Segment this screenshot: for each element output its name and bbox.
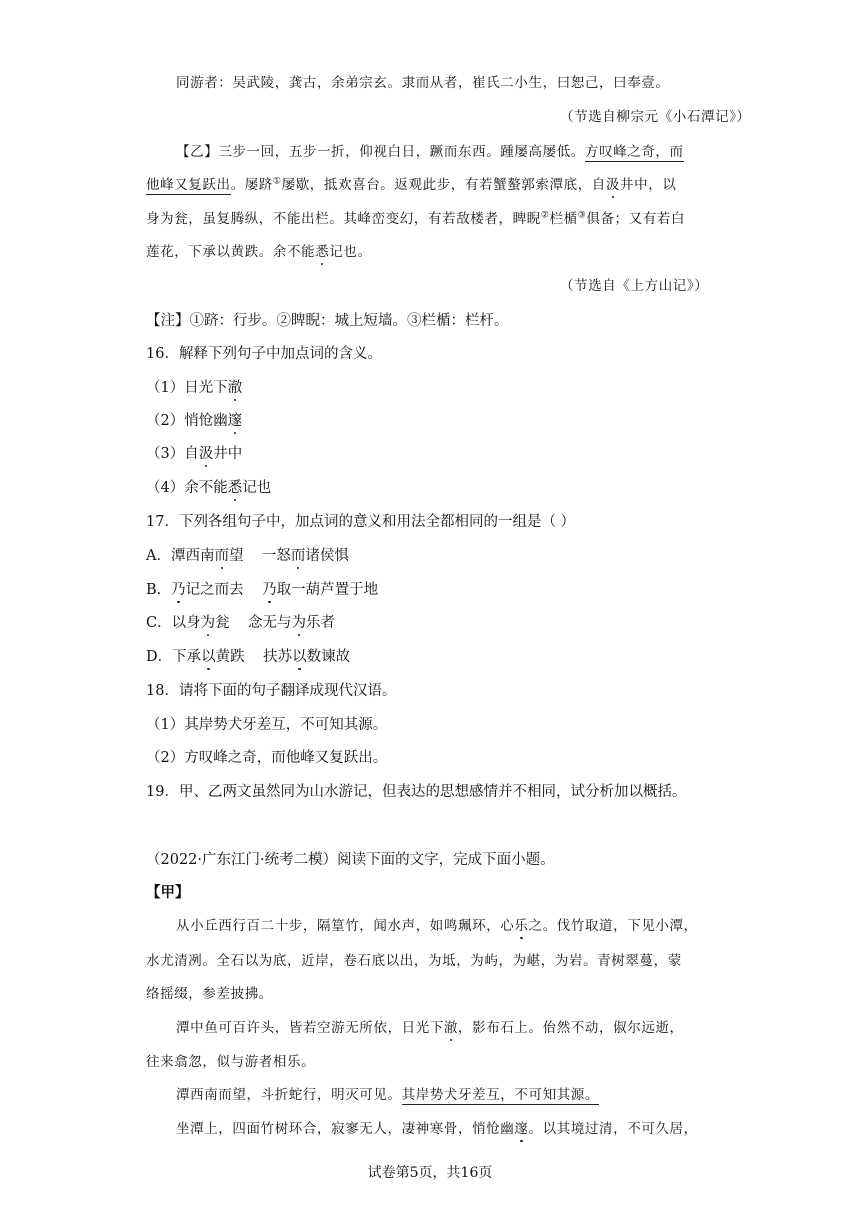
dotted-word: 澈: [443, 1020, 459, 1036]
passage-jia-label: 【甲】: [146, 884, 190, 901]
dotted-word: 邃: [514, 1121, 529, 1137]
underlined-sentence: 方叹峰之奇，而: [584, 144, 684, 160]
q18-item-1: （1）其岸势犬牙差互，不可知其源。: [146, 717, 388, 733]
dotted-word: 悉: [315, 244, 330, 260]
text: ，影布石上。佁然不动，俶尔远逝，: [458, 1020, 684, 1036]
passage-yi-label: 【乙】: [176, 144, 219, 160]
text: 黄跌 扶苏: [215, 649, 293, 665]
passage-jia-line-7: [176, 1119, 698, 1139]
text: 身为瓮，虽复腾纵，不能出栏。其峰峦变幻，有若敌楼者，睥睨: [146, 211, 541, 227]
section-intro: （2022·广东江门·统考二模）阅读下面的文字，完成下面小题。: [146, 852, 555, 868]
text: 瓮 念无与: [215, 615, 292, 631]
text: B．: [146, 582, 172, 598]
q16-item-1: [146, 378, 242, 398]
text: （3）自: [146, 446, 199, 462]
note-marker: ③: [577, 210, 587, 221]
note-marker: ②: [540, 210, 550, 221]
source-jia: （节选自柳宗元《小石潭记》）: [560, 109, 751, 125]
text: 栏楯: [549, 211, 578, 227]
underlined-sentence: 他峰又复跃出: [146, 177, 231, 193]
question-17-stem: 17．下列各组句子中，加点词的意义和用法全都相同的一组是（ ）: [146, 514, 576, 530]
underlined-sentence: 其岸势犬牙差互，不可知其源。: [401, 1087, 600, 1103]
passage-jia-line-5: 往来翕忽，似与游者相乐。: [146, 1054, 316, 1070]
dotted-word: 乐: [514, 918, 529, 934]
text: 莲花，下承以黄跌。余不能: [146, 244, 316, 260]
dotted-word: 以: [292, 649, 307, 665]
passage-yi-line-3: [146, 209, 685, 229]
dotted-word: 以: [201, 649, 216, 665]
text: 井中: [213, 446, 243, 462]
passage-jia-line-4: [176, 1018, 684, 1038]
q16-item-4: [146, 478, 271, 498]
passage-jia-line-3: 络摇缀，参差披拂。: [146, 986, 273, 1002]
passage-yi-line-1: [176, 142, 684, 162]
q16-item-3: [146, 444, 242, 464]
text: 屡歇，抵欢喜台。返观此步，有若蟹螯郭索潭底，自: [281, 177, 606, 193]
text: 三步一回，五步一折，仰视白日，蹶而东西。踵屡高屡低。: [218, 144, 585, 160]
dotted-word: 邃: [227, 413, 243, 429]
dotted-word: 乃: [171, 582, 186, 598]
text: A．潭西南: [146, 548, 215, 564]
passage-jia-line-1: [176, 916, 698, 936]
page-footer: 试卷第5页，共16页: [367, 1165, 493, 1181]
passage-jia-line-6: [176, 1085, 599, 1105]
q16-item-2: [146, 411, 242, 431]
q17-option-c[interactable]: [146, 613, 335, 633]
dotted-word: 汲: [198, 446, 214, 462]
text: 从小丘西行百二十步，隔篁竹，闻水声，如鸣珮环，心: [176, 918, 515, 934]
text: 数谏故: [306, 649, 351, 665]
text: 坐潭上，四面竹树环合，寂寥无人，凄神寒骨，悄怆幽: [176, 1121, 515, 1137]
text: （2）悄怆幽: [146, 413, 228, 429]
text: 潭中鱼可百许头，皆若空游无所依，日光下: [176, 1020, 444, 1036]
text: 记也: [242, 480, 272, 496]
text: 。屡跻: [230, 177, 273, 193]
dotted-word: 为: [200, 615, 216, 631]
dotted-word: 澈: [227, 380, 243, 396]
text: 望 一怒: [228, 548, 291, 564]
text: C．以身: [146, 615, 201, 631]
text: 之。伐竹取道，下见小潭，: [528, 918, 698, 934]
question-19-stem: 19．甲、乙两文虽然同为山水游记，但表达的思想感情并不相同，试分析加以概括。: [146, 784, 687, 800]
text: 俱备；又有若白: [586, 211, 686, 227]
text: 诸侯惧: [305, 548, 349, 564]
q17-option-a[interactable]: [146, 546, 349, 566]
passage-jia-line-2: 水尤清冽。全石以为底，近岸，卷石底以出，为坻，为屿，为嵁，为岩。青树翠蔓，蒙: [146, 953, 682, 969]
text: （1）日光下: [146, 380, 228, 396]
dotted-word: 而: [290, 548, 306, 564]
dotted-word: 为: [291, 615, 307, 631]
dotted-word: 悉: [227, 480, 243, 496]
text: D．下承: [146, 649, 202, 665]
text: 记之而去: [185, 582, 263, 598]
question-16-stem: 16．解释下列句子中加点词的含义。: [146, 346, 382, 362]
q17-option-d[interactable]: [146, 647, 350, 667]
q17-option-b[interactable]: [146, 580, 378, 600]
dotted-word: 乃: [262, 582, 277, 598]
passage-yi-line-4: [146, 242, 372, 262]
text: 井中，以: [620, 177, 677, 193]
dotted-word: 而: [214, 548, 229, 564]
text: 取一葫芦置于地: [276, 582, 379, 598]
text: 乐者: [306, 615, 336, 631]
text: 。以其境过清，不可久居，: [528, 1121, 698, 1137]
question-18-stem: 18．请将下面的句子翻译成现代汉语。: [146, 683, 397, 699]
companions-line: 同游者：吴武陵，龚古，余弟宗玄。隶而从者，崔氏二小生，曰恕己，曰奉壹。: [176, 75, 670, 91]
text: 潭西南而望，斗折蛇行，明灭可见。: [176, 1087, 402, 1103]
annotation-note: 【注】①跻：行步。②睥睨：城上短墙。③栏楯：栏杆。: [146, 313, 509, 329]
note-marker: ①: [272, 176, 282, 187]
passage-yi-line-2: [146, 175, 676, 195]
text: （4）余不能: [146, 480, 228, 496]
q18-item-2: （2）方叹峰之奇，而他峰又复跃出。: [146, 750, 388, 766]
text: 记也。: [329, 244, 372, 260]
dotted-word: 汲: [605, 177, 621, 193]
source-yi: （节选自《上方山记》）: [560, 278, 709, 294]
